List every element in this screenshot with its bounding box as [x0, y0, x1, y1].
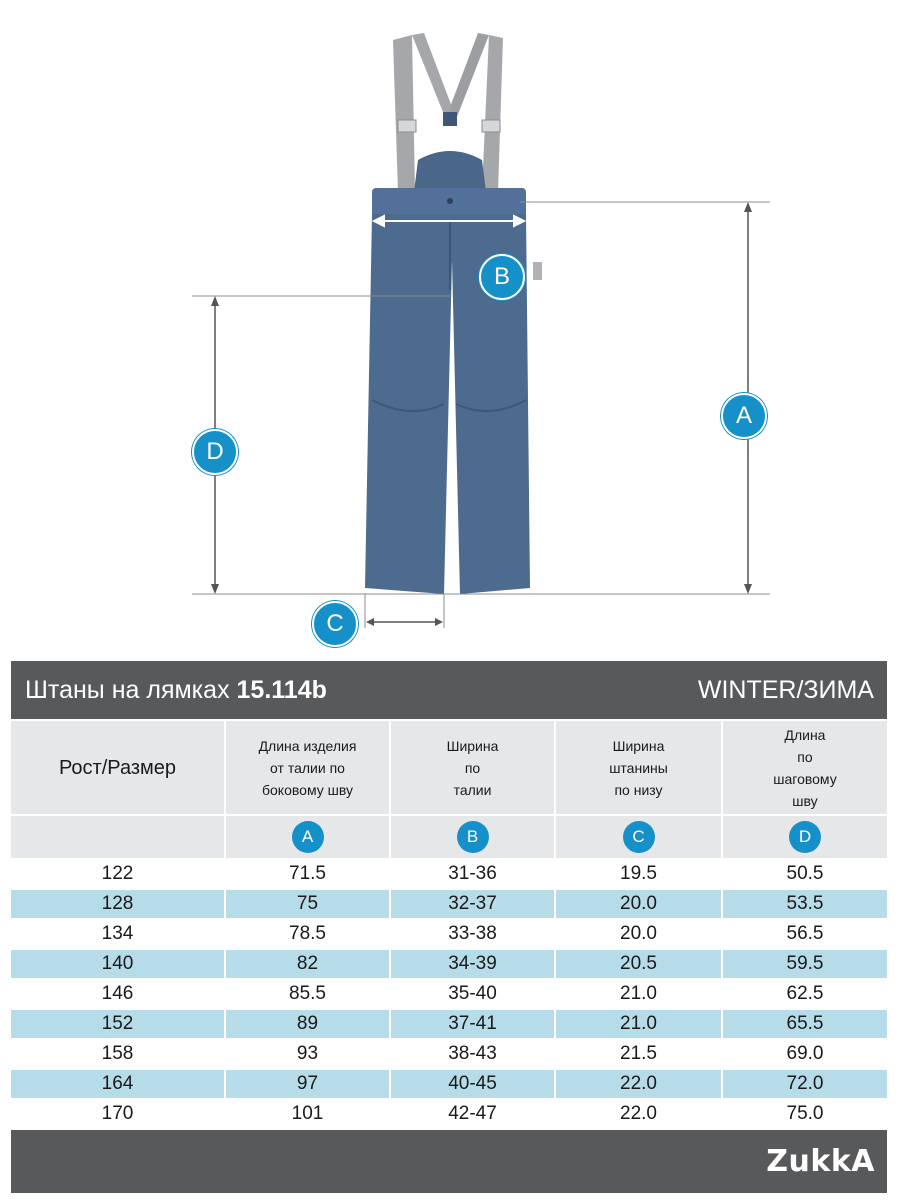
- measurement-cell: 33-38: [448, 923, 497, 944]
- measurement-cell: 21.5: [620, 1043, 657, 1064]
- measurement-cell: 40-45: [448, 1073, 497, 1094]
- column-badge-cell: [391, 816, 554, 858]
- table-row: [11, 1010, 887, 1038]
- column-header: Длина изделия от талии по боковому шву: [258, 737, 357, 798]
- measure-badge: A: [292, 821, 324, 853]
- measurement-cell: 78.5: [289, 923, 326, 944]
- size-cell: 128: [101, 893, 134, 914]
- measurement-cell: 56.5: [786, 923, 824, 944]
- measurement-cell: 32-37: [448, 893, 497, 914]
- measurement-cell: 35-40: [448, 983, 497, 1004]
- column-header: Рост/Размер: [58, 756, 177, 779]
- measurement-cell: 62.5: [786, 983, 824, 1004]
- size-cell: 122: [101, 863, 134, 884]
- measurement-cell: 21.0: [620, 983, 657, 1004]
- measure-badge: C: [623, 821, 655, 853]
- column-badge-cell: [11, 816, 224, 858]
- measurement-cell: 69.0: [786, 1043, 824, 1064]
- product-name: Штаны на лямках: [25, 675, 230, 704]
- table-row: [11, 950, 887, 978]
- table-row: [11, 860, 887, 888]
- measurement-cell: 85.5: [289, 983, 326, 1004]
- measurement-cell: 72.0: [786, 1073, 824, 1094]
- measurement-cell: 75: [296, 893, 319, 914]
- size-cell: 140: [101, 953, 134, 974]
- measurement-cell: 71.5: [289, 863, 326, 884]
- size-cell: 170: [101, 1103, 134, 1124]
- article-number: 15.114b: [236, 675, 327, 704]
- column-badges: [11, 816, 887, 858]
- measurement-cell: 75.0: [786, 1103, 824, 1124]
- measure-b-badge: B: [479, 254, 525, 300]
- table-row: [11, 980, 887, 1008]
- size-cell: 158: [101, 1043, 134, 1064]
- measurement-cell: 97: [296, 1073, 319, 1094]
- measurement-cell: 93: [296, 1043, 319, 1064]
- measurement-cell: 53.5: [786, 893, 824, 914]
- table-row: [11, 1100, 887, 1128]
- bib: [414, 151, 486, 192]
- measurement-cell: 34-39: [448, 953, 497, 974]
- column-headers: [11, 721, 887, 814]
- measurement-cell: 42-47: [448, 1103, 497, 1124]
- table-row: [11, 1040, 887, 1068]
- measurement-cell: 22.0: [620, 1073, 657, 1094]
- table-row: [11, 1070, 887, 1098]
- measure-badge: B: [457, 821, 489, 853]
- table-body: [11, 860, 887, 1128]
- column-header: Длина по шаговому шву: [773, 726, 837, 809]
- measurement-cell: 82: [296, 953, 319, 974]
- measure-c-badge: C: [312, 601, 358, 647]
- measurement-cell: 20.0: [620, 923, 657, 944]
- size-table: [11, 661, 887, 1193]
- measurement-cell: 101: [291, 1103, 324, 1124]
- product-title: [25, 676, 327, 705]
- column-header: Ширина штанины по низу: [609, 737, 668, 798]
- footer-bar: [11, 1130, 887, 1193]
- measurement-cell: 31-36: [448, 863, 497, 884]
- table-title-bar: [11, 661, 887, 719]
- measure-badge: D: [789, 821, 821, 853]
- measurement-cell: 21.0: [620, 1013, 657, 1034]
- measure-a-badge: A: [721, 393, 767, 439]
- measurement-cell: 19.5: [620, 863, 657, 884]
- column-badge-cell: [723, 816, 887, 858]
- measurement-cell: 20.0: [620, 893, 657, 914]
- measurement-cell: 22.0: [620, 1103, 657, 1124]
- measurement-cell: 37-41: [448, 1013, 497, 1034]
- column-badge-cell: [226, 816, 389, 858]
- size-cell: 146: [101, 983, 134, 1004]
- column-badge-cell: [556, 816, 721, 858]
- measurement-cell: 65.5: [786, 1013, 824, 1034]
- table-row: [11, 920, 887, 948]
- season-label: WINTER/ЗИМА: [697, 675, 874, 704]
- measurement-cell: 20.5: [620, 953, 657, 974]
- measurement-cell: 50.5: [786, 863, 824, 884]
- column-header: Ширина по талии: [446, 737, 499, 798]
- size-cell: 134: [101, 923, 134, 944]
- measurement-cell: 38-43: [448, 1043, 497, 1064]
- table-row: [11, 890, 887, 918]
- size-cell: 164: [101, 1073, 134, 1094]
- size-cell: 152: [101, 1013, 134, 1034]
- measurement-cell: 59.5: [786, 953, 824, 974]
- measurement-cell: 89: [296, 1013, 319, 1034]
- measure-d-badge: D: [192, 429, 238, 475]
- brand-logo: ZukkA: [766, 1144, 875, 1179]
